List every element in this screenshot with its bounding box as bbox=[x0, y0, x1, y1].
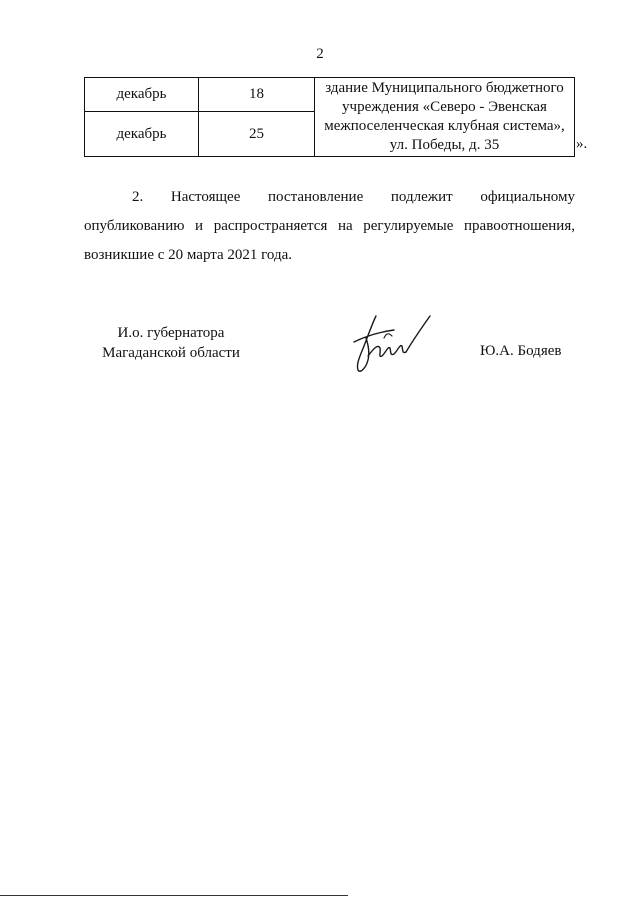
location-line: здание Муниципального бюджетного bbox=[325, 80, 564, 96]
handwritten-signature bbox=[346, 312, 436, 374]
footer-divider bbox=[0, 895, 348, 896]
closing-quote: ». bbox=[576, 136, 588, 152]
location-cell bbox=[315, 78, 575, 157]
page-number: 2 bbox=[316, 46, 324, 62]
month-cell: декабрь bbox=[85, 78, 199, 112]
schedule-table bbox=[84, 77, 575, 157]
paragraph-2: 2. Настоящее постановление подлежит официальному опубликованию и распространяется на регулируемые правоотношения, возникшие с 20 марта 2021 года. bbox=[84, 189, 575, 263]
location-line: ул. Победы, д. 35 bbox=[389, 137, 500, 153]
day-cell: 25 bbox=[199, 112, 315, 157]
location-line: межпоселенческая клубная система», bbox=[324, 118, 565, 134]
signer-title-line: Магаданской области bbox=[102, 345, 240, 361]
table-row bbox=[85, 78, 575, 112]
signer-title bbox=[88, 323, 254, 363]
month-cell: декабрь bbox=[85, 112, 199, 157]
signer-name: Ю.А. Бодяев bbox=[480, 343, 562, 359]
day-cell: 18 bbox=[199, 78, 315, 112]
location-line: учреждения «Северо - Эвенская bbox=[342, 99, 547, 115]
signer-title-line: И.о. губернатора bbox=[117, 325, 225, 341]
